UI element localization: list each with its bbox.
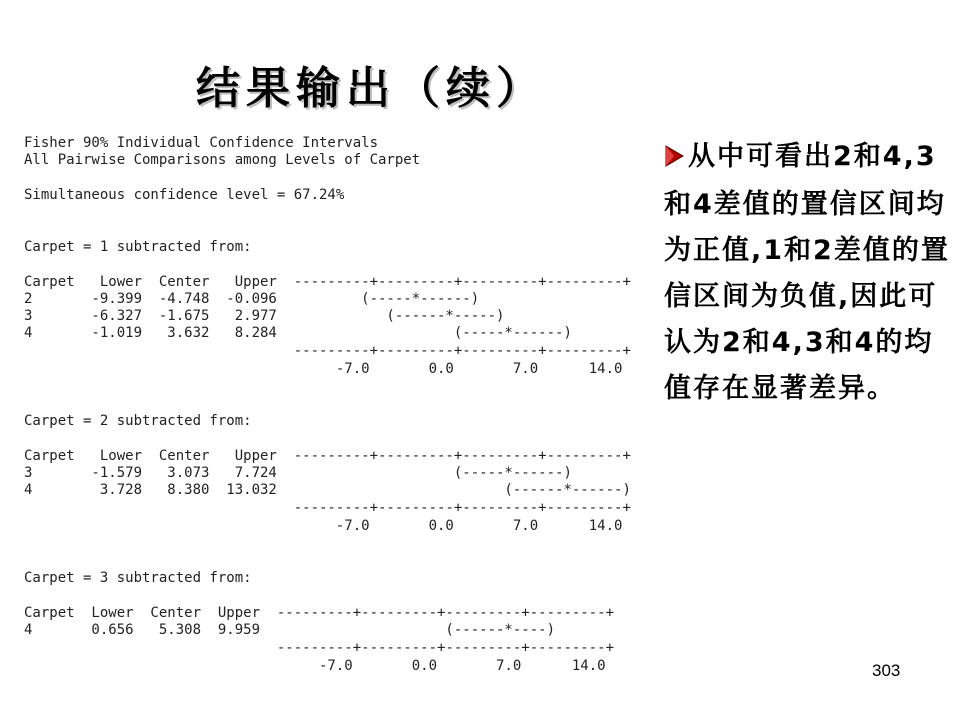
section1-axis-line: ---------+---------+---------+---------+ — [24, 343, 631, 359]
page-number: 303 — [872, 661, 901, 680]
conclusion-bullet — [664, 134, 954, 412]
section2-column-header: Carpet Lower Center Upper ---------+---------+---------+---------+ — [24, 448, 631, 464]
section3-column-header: Carpet Lower Center Upper ---------+---------+---------+---------+ — [24, 605, 615, 621]
section2-axis-line: ---------+---------+---------+---------+ — [24, 500, 631, 516]
section3-heading: Carpet = 3 subtracted from: — [24, 570, 252, 586]
section2-axis-ticks: -7.0 0.0 7.0 14.0 — [24, 518, 623, 534]
section1-heading: Carpet = 1 subtracted from: — [24, 239, 252, 255]
section1-row: 4 -1.019 3.632 8.284 (-----*------) — [24, 325, 572, 341]
section1-row: 3 -6.327 -1.675 2.977 (------*-----) — [24, 308, 505, 324]
section2-row: 4 3.728 8.380 13.032 (------*------) — [24, 482, 631, 498]
section1-column-header: Carpet Lower Center Upper ---------+---------+---------+---------+ — [24, 274, 631, 290]
conclusion-text: 从中可看出2和4,3和4差值的置信区间均为正值,1和2差值的置信区间为负值,因此可认为2和4,3和4的均值存在显著差异。 — [664, 141, 950, 404]
section3-row: 4 0.656 5.308 9.959 (------*----) — [24, 622, 556, 638]
section3-axis-line: ---------+---------+---------+---------+ — [24, 640, 615, 656]
section2-row: 3 -1.579 3.073 7.724 (-----*------) — [24, 465, 572, 481]
slide-title: 结果输出（续） — [196, 63, 546, 114]
output-header-line2: All Pairwise Comparisons among Levels of Carpet — [24, 152, 421, 168]
section3-axis-ticks: -7.0 0.0 7.0 14.0 — [24, 658, 606, 674]
output-header-line1: Fisher 90% Individual Confidence Intervals — [24, 135, 379, 151]
arrow-bullet-icon — [664, 136, 684, 182]
section2-heading: Carpet = 2 subtracted from: — [24, 413, 252, 429]
section1-axis-ticks: -7.0 0.0 7.0 14.0 — [24, 361, 623, 377]
section1-row: 2 -9.399 -4.748 -0.096 (-----*------) — [24, 291, 480, 307]
simultaneous-confidence-text: Simultaneous confidence level = 67.24% — [24, 187, 345, 203]
